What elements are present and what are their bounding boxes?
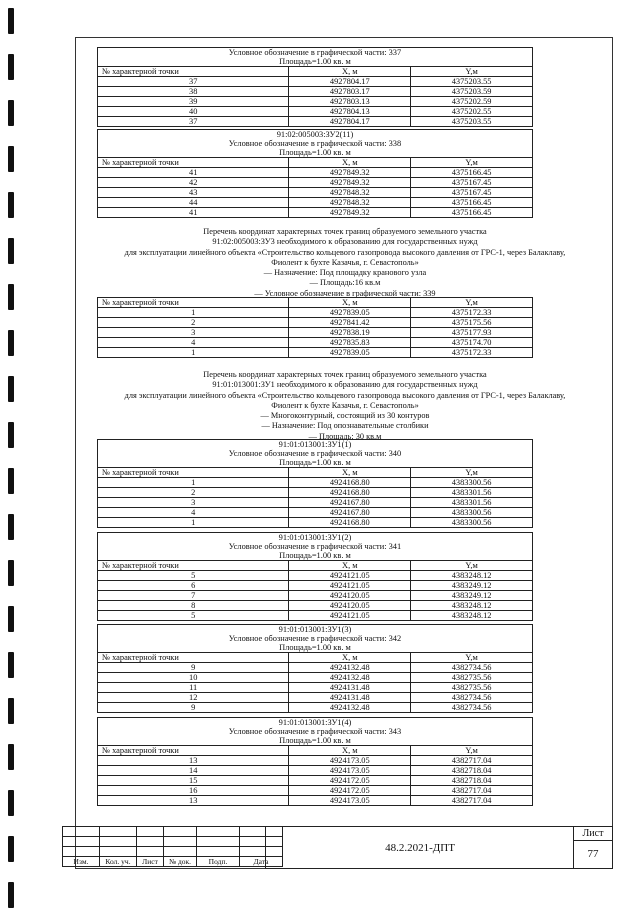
table-row (98, 498, 533, 508)
cell-x: 4924132.48 (289, 673, 411, 683)
cell-x: 4924173.05 (289, 756, 411, 766)
header-point-no: № характерной точки (98, 653, 289, 663)
table-row (98, 107, 533, 117)
binder-hole (8, 698, 14, 724)
table-caption: 91:01:013001:ЗУ1(3) (98, 625, 533, 635)
table-row (98, 168, 533, 178)
header-x: X, м (289, 468, 411, 478)
coord-table-337 (97, 47, 533, 127)
cell-x: 4927839.05 (289, 348, 411, 358)
table-row (98, 77, 533, 87)
sheet-number: 77 (587, 848, 599, 860)
cell-y: 4375166.45 (411, 168, 533, 178)
binder-hole (8, 376, 14, 402)
coord-table-341 (97, 532, 533, 621)
table-row (98, 87, 533, 97)
table-caption: Условное обозначение в графической части: 337 (98, 48, 533, 58)
table-row (98, 518, 533, 528)
cell-y: 4382717.04 (411, 756, 533, 766)
cell-point: 15 (98, 776, 289, 786)
table-caption: Площадь=1.00 кв. м (98, 551, 533, 561)
table-row (98, 580, 533, 590)
stamp-cell (63, 827, 100, 837)
header-y: Y,м (411, 746, 533, 756)
table-row (98, 600, 533, 610)
cell-point: 40 (98, 107, 289, 117)
cell-x: 4927804.13 (289, 107, 411, 117)
cell-point: 7 (98, 590, 289, 600)
binder-hole (8, 146, 14, 172)
table-caption: 91:02:005003:ЗУ2(11) (98, 130, 533, 140)
table-row (98, 97, 533, 107)
binder-hole (8, 744, 14, 770)
header-x: X, м (289, 653, 411, 663)
table-row (98, 338, 533, 348)
cell-y: 4375177.93 (411, 328, 533, 338)
cell-x: 4924132.48 (289, 663, 411, 673)
cell-x: 4924168.80 (289, 488, 411, 498)
table-caption: Условное обозначение в графической части: 340 (98, 449, 533, 458)
table-caption: Площадь=1.00 кв. м (98, 57, 533, 67)
para-line: — Многоконтурный, состоящий из 30 контуров (260, 411, 430, 421)
para-line: — Площадь: 30 кв.м (308, 431, 382, 441)
cell-x: 4927849.32 (289, 208, 411, 218)
cell-x: 4924168.80 (289, 478, 411, 488)
table-caption: 91:01:013001:ЗУ1(1) (98, 440, 533, 450)
cell-x: 4927803.17 (289, 87, 411, 97)
cell-x: 4927804.17 (289, 117, 411, 127)
table-row (98, 478, 533, 488)
cell-y: 4375166.45 (411, 198, 533, 208)
cell-y: 4382717.04 (411, 786, 533, 796)
cell-point: 3 (98, 328, 289, 338)
cell-point: 5 (98, 570, 289, 580)
cell-point: 38 (98, 87, 289, 97)
stamp-cell (197, 837, 240, 847)
cell-y: 4382718.04 (411, 776, 533, 786)
table-caption: Условное обозначение в графической части: 343 (98, 727, 533, 736)
cell-y: 4375167.45 (411, 188, 533, 198)
cell-point: 8 (98, 600, 289, 610)
cell-y: 4383300.56 (411, 478, 533, 488)
header-x: X, м (289, 560, 411, 570)
table-row (98, 703, 533, 713)
header-y: Y,м (411, 158, 533, 168)
cell-point: 41 (98, 208, 289, 218)
section-zu1-description (95, 370, 595, 442)
cell-point: 3 (98, 498, 289, 508)
cell-y: 4375202.59 (411, 97, 533, 107)
table-caption: Площадь=1.00 кв. м (98, 643, 533, 653)
cell-point: 1 (98, 308, 289, 318)
header-y: Y,м (411, 653, 533, 663)
cell-x: 4927841.42 (289, 318, 411, 328)
binder-hole (8, 606, 14, 632)
cell-x: 4924121.05 (289, 580, 411, 590)
cell-y: 4375203.55 (411, 77, 533, 87)
binder-hole (8, 100, 14, 126)
para-line: — Условное обозначение в графической части: 339 (254, 288, 436, 298)
cell-y: 4375175.56 (411, 318, 533, 328)
cell-point: 1 (98, 348, 289, 358)
cell-point: 43 (98, 188, 289, 198)
table-row (98, 590, 533, 600)
cell-x: 4924120.05 (289, 590, 411, 600)
table-row (98, 756, 533, 766)
para-line: — Площадь:16 кв.м (309, 278, 381, 288)
cell-x: 4927803.13 (289, 97, 411, 107)
cell-y: 4382718.04 (411, 766, 533, 776)
header-y: Y,м (411, 298, 533, 308)
cell-point: 6 (98, 580, 289, 590)
stamp-cell (100, 847, 137, 857)
binder-hole (8, 882, 14, 908)
cell-point: 13 (98, 756, 289, 766)
stamp-cell (63, 847, 100, 857)
cell-y: 4383249.12 (411, 590, 533, 600)
cell-x: 4924121.05 (289, 570, 411, 580)
cell-y: 4383248.12 (411, 570, 533, 580)
stamp-col-5: Дата (240, 857, 283, 867)
cell-x: 4924167.80 (289, 498, 411, 508)
stamp-col-0: Изм. (63, 857, 100, 867)
stamp-cell (164, 847, 197, 857)
header-point-no: № характерной точки (98, 746, 289, 756)
coord-table-340 (97, 439, 533, 528)
header-point-no: № характерной точки (98, 560, 289, 570)
table-row (98, 663, 533, 673)
para-line: Перечень координат характерных точек границ образуемого земельного участка (203, 227, 487, 236)
stamp-col-1: Кол. уч. (100, 857, 137, 867)
stamp-cell (137, 827, 164, 837)
cell-x: 4927835.83 (289, 338, 411, 348)
cell-x: 4924167.80 (289, 508, 411, 518)
cell-y: 4382717.04 (411, 796, 533, 806)
stamp-col-4: Подп. (197, 857, 240, 867)
table-row (98, 508, 533, 518)
table-caption: Площадь=1.00 кв. м (98, 736, 533, 746)
coord-table-339 (97, 297, 533, 358)
para-line: Фиолент к бухте Казачья, г. Севастополь» (271, 400, 419, 410)
table-caption: Площадь=1.00 кв. м (98, 458, 533, 468)
cell-y: 4375203.59 (411, 87, 533, 97)
header-y: Y,м (411, 560, 533, 570)
header-x: X, м (289, 158, 411, 168)
cell-point: 2 (98, 488, 289, 498)
cell-point: 5 (98, 610, 289, 620)
cell-y: 4375166.45 (411, 208, 533, 218)
table-row (98, 348, 533, 358)
table-caption: 91:01:013001:ЗУ1(4) (98, 718, 533, 728)
table-caption: Условное обозначение в графической части: 341 (98, 542, 533, 551)
table-row (98, 786, 533, 796)
table-caption: 91:01:013001:ЗУ1(2) (98, 532, 533, 542)
table-caption: Условное обозначение в графической части: 338 (98, 139, 533, 148)
table-row (98, 308, 533, 318)
binder-hole (8, 652, 14, 678)
cell-y: 4382734.56 (411, 703, 533, 713)
cell-point: 37 (98, 77, 289, 87)
header-point-no: № характерной точки (98, 67, 289, 77)
cell-y: 4383248.12 (411, 610, 533, 620)
cell-y: 4382734.56 (411, 663, 533, 673)
cell-x: 4924173.05 (289, 796, 411, 806)
cell-point: 1 (98, 518, 289, 528)
para-line: 91:01:013001:ЗУ1 необходимого к образованию для государственных нужд (212, 380, 478, 390)
cell-x: 4927838.19 (289, 328, 411, 338)
binder-hole (8, 560, 14, 586)
table-row (98, 673, 533, 683)
binder-hole (8, 284, 14, 310)
cell-point: 11 (98, 683, 289, 693)
table-row (98, 570, 533, 580)
cell-point: 44 (98, 198, 289, 208)
header-x: X, м (289, 746, 411, 756)
header-y: Y,м (411, 468, 533, 478)
cell-point: 41 (98, 168, 289, 178)
binder-hole (8, 238, 14, 264)
table-caption: Площадь=1.00 кв. м (98, 148, 533, 158)
table-row (98, 198, 533, 208)
para-line: для эксплуатации линейного объекта «Строительство кольцевого газопровода высокого давления от ГРС-1, через Балаклаву, (124, 247, 566, 257)
table-caption: Условное обозначение в графической части: 342 (98, 634, 533, 643)
header-point-no: № характерной точки (98, 298, 289, 308)
binder-hole (8, 330, 14, 356)
stamp-cell (164, 827, 197, 837)
binder-hole (8, 468, 14, 494)
stamp-col-2: Лист (137, 857, 164, 867)
binder-hole (8, 836, 14, 862)
cell-point: 9 (98, 703, 289, 713)
cell-point: 4 (98, 508, 289, 518)
sheet-label: Лист (574, 827, 612, 841)
table-row (98, 318, 533, 328)
cell-x: 4927848.32 (289, 198, 411, 208)
stamp-cell (63, 837, 100, 847)
cell-x: 4924121.05 (289, 610, 411, 620)
cell-point: 39 (98, 97, 289, 107)
cell-y: 4383301.56 (411, 488, 533, 498)
header-y: Y,м (411, 67, 533, 77)
cell-y: 4383249.12 (411, 580, 533, 590)
header-x: X, м (289, 67, 411, 77)
coord-table-338 (97, 129, 533, 218)
cell-point: 4 (98, 338, 289, 348)
binder-hole (8, 422, 14, 448)
cell-y: 4375203.55 (411, 117, 533, 127)
cell-y: 4383300.56 (411, 508, 533, 518)
cell-x: 4924132.48 (289, 703, 411, 713)
cell-x: 4924172.05 (289, 776, 411, 786)
coord-table-342 (97, 624, 533, 713)
document-code: 48.2.2021-ДПТ (265, 826, 574, 869)
table-row (98, 766, 533, 776)
cell-x: 4927848.32 (289, 188, 411, 198)
cell-y: 4382734.56 (411, 693, 533, 703)
cell-x: 4924173.05 (289, 766, 411, 776)
para-line: — Назначение: Под опознавательные столбики (261, 421, 429, 431)
table-row (98, 328, 533, 338)
cell-point: 14 (98, 766, 289, 776)
para-line: Перечень координат характерных точек границ образуемого земельного участка (203, 370, 487, 379)
cell-point: 12 (98, 693, 289, 703)
cell-y: 4383300.56 (411, 518, 533, 528)
table-row (98, 610, 533, 620)
table-row (98, 796, 533, 806)
stamp-cell (164, 837, 197, 847)
cell-y: 4375172.33 (411, 348, 533, 358)
coord-table-343 (97, 717, 533, 806)
section-zu3-description (95, 227, 595, 299)
binder-hole (8, 8, 14, 34)
cell-x: 4924172.05 (289, 786, 411, 796)
cell-y: 4382735.56 (411, 673, 533, 683)
para-line: — Назначение: Под площадку кранового узла (263, 268, 427, 278)
sheet-box (573, 826, 613, 869)
cell-x: 4927849.32 (289, 168, 411, 178)
cell-point: 1 (98, 478, 289, 488)
cell-point: 16 (98, 786, 289, 796)
binder-hole (8, 192, 14, 218)
cell-x: 4924120.05 (289, 600, 411, 610)
table-row (98, 208, 533, 218)
table-row (98, 488, 533, 498)
table-row (98, 188, 533, 198)
cell-y: 4383301.56 (411, 498, 533, 508)
binder-hole (8, 54, 14, 80)
header-x: X, м (289, 298, 411, 308)
cell-y: 4382735.56 (411, 683, 533, 693)
para-line: для эксплуатации линейного объекта «Строительство кольцевого газопровода высокого давления от ГРС-1, через Балаклаву, (124, 390, 566, 400)
table-row (98, 178, 533, 188)
cell-y: 4375202.55 (411, 107, 533, 117)
cell-x: 4927804.17 (289, 77, 411, 87)
stamp-cell (100, 827, 137, 837)
cell-point: 13 (98, 796, 289, 806)
table-row (98, 117, 533, 127)
table-row (98, 683, 533, 693)
stamp-cell (137, 837, 164, 847)
cell-y: 4375174.70 (411, 338, 533, 348)
cell-point: 42 (98, 178, 289, 188)
stamp-cell (100, 837, 137, 847)
para-line: 91:02:005003:ЗУ3 необходимого к образованию для государственных нужд (212, 237, 478, 247)
cell-x: 4924168.80 (289, 518, 411, 528)
stamp-col-3: № док. (164, 857, 197, 867)
binder-hole (8, 514, 14, 540)
cell-point: 2 (98, 318, 289, 328)
header-point-no: № характерной точки (98, 158, 289, 168)
cell-x: 4924131.48 (289, 693, 411, 703)
cell-x: 4927839.05 (289, 308, 411, 318)
stamp-cell (197, 827, 240, 837)
cell-point: 10 (98, 673, 289, 683)
table-row (98, 776, 533, 786)
cell-y: 4375167.45 (411, 178, 533, 188)
cell-y: 4383248.12 (411, 600, 533, 610)
para-line: Фиолент к бухте Казачья, г. Севастополь» (271, 257, 419, 267)
stamp-cell (137, 847, 164, 857)
stamp-cell (197, 847, 240, 857)
binder-holes (5, 0, 19, 905)
cell-x: 4924131.48 (289, 683, 411, 693)
cell-y: 4375172.33 (411, 308, 533, 318)
binder-hole (8, 790, 14, 816)
header-point-no: № характерной точки (98, 468, 289, 478)
cell-point: 37 (98, 117, 289, 127)
table-row (98, 693, 533, 703)
cell-point: 9 (98, 663, 289, 673)
cell-x: 4927849.32 (289, 178, 411, 188)
